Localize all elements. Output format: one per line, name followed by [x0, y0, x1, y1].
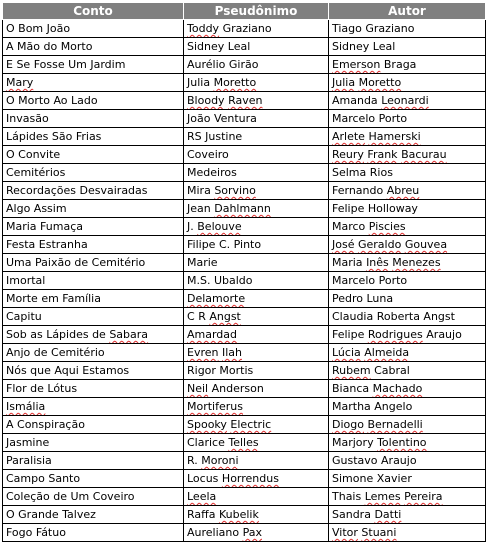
table-row — [3, 254, 486, 272]
header-cell-pseudonimo[interactable]: Pseudônimo — [184, 3, 329, 20]
autor-cell[interactable] — [329, 74, 486, 92]
conto-cell[interactable]: Maria Fumaça — [3, 218, 184, 236]
spellcheck-word: Rodrigues — [367, 328, 423, 341]
spellcheck-word: Ismália — [6, 400, 46, 413]
conto-cell[interactable]: Festa Estranha — [3, 236, 184, 254]
pseudonimo-cell[interactable]: Jean Dahlmann — [184, 200, 329, 218]
conto-cell[interactable] — [3, 398, 184, 416]
autor-cell[interactable]: Bianca Machado — [329, 380, 486, 398]
conto-cell[interactable]: Anjo de Cemitério — [3, 344, 184, 362]
autor-cell[interactable]: Claudia Roberta Angst — [329, 308, 486, 326]
autor-cell[interactable]: Marco Piscies — [329, 218, 486, 236]
spellcheck-word: Lúcia — [332, 346, 361, 359]
conto-cell[interactable]: Recordações Desvairadas — [3, 182, 184, 200]
table-row — [3, 38, 486, 56]
table-row — [3, 200, 486, 218]
spellcheck-word: Pereira — [404, 490, 443, 503]
spellcheck-word: Piscies — [368, 220, 406, 233]
autor-cell[interactable]: Amanda Leonardi — [329, 92, 486, 110]
table-body — [3, 20, 486, 542]
pseudonimo-cell[interactable]: Toddy Graziano — [184, 20, 329, 38]
table-row — [3, 398, 486, 416]
spellcheck-word: Mary — [6, 76, 34, 89]
spellcheck-word: Evren — [187, 346, 219, 359]
autor-cell[interactable]: Pedro Luna — [329, 290, 486, 308]
autor-cell[interactable]: Simone Xavier — [329, 470, 486, 488]
table-row — [3, 110, 486, 128]
conto-cell[interactable]: Flor de Lótus — [3, 380, 184, 398]
spellcheck-word: Pax — [242, 526, 262, 539]
story-table — [2, 2, 486, 542]
pseudonimo-cell[interactable]: Marie — [184, 254, 329, 272]
pseudonimo-cell[interactable]: Clarice Telles — [184, 434, 329, 452]
conto-cell[interactable]: Invasão — [3, 110, 184, 128]
table-row — [3, 506, 486, 524]
conto-cell[interactable]: A Conspiração — [3, 416, 184, 434]
conto-cell[interactable]: O Morto Ao Lado — [3, 92, 184, 110]
spellcheck-word: Tolentino — [377, 436, 427, 449]
spellcheck-word: Julia — [332, 76, 356, 89]
pseudonimo-cell[interactable] — [184, 290, 329, 308]
spellcheck-word: Neil — [187, 382, 209, 395]
pseudonimo-cell[interactable] — [184, 398, 329, 416]
pseudonimo-cell[interactable] — [184, 92, 329, 110]
autor-cell[interactable]: Felipe Rodrigues Araujo — [329, 326, 486, 344]
table-row — [3, 434, 486, 452]
spellcheck-word: José — [332, 238, 355, 251]
autor-cell[interactable]: Gustavo Araujo — [329, 452, 486, 470]
autor-cell[interactable]: Sandra Datti — [329, 506, 486, 524]
autor-cell[interactable]: Rubem Cabral — [329, 362, 486, 380]
pseudonimo-cell[interactable]: Raffa Kubelik — [184, 506, 329, 524]
table-row — [3, 218, 486, 236]
table-row — [3, 488, 486, 506]
spellcheck-word: Abreu — [386, 184, 420, 197]
autor-cell[interactable]: Fernando Abreu — [329, 182, 486, 200]
spellcheck-word: Datti — [374, 508, 402, 521]
spellcheck-word: Stuani — [361, 526, 397, 539]
spellcheck-word: Mortiferus — [187, 400, 243, 413]
conto-cell[interactable]: O Bom João — [3, 20, 184, 38]
pseudonimo-cell[interactable]: Medeiros — [184, 164, 329, 182]
spellcheck-word: Electric — [230, 418, 272, 431]
spellcheck-word: Telles — [228, 436, 259, 449]
spellcheck-word: Rubem — [332, 364, 371, 377]
table-row — [3, 362, 486, 380]
spellcheck-word: Geraldo — [357, 238, 402, 251]
table-row — [3, 416, 486, 434]
table-row — [3, 74, 486, 92]
table-row — [3, 344, 486, 362]
autor-cell[interactable]: Marjory Tolentino — [329, 434, 486, 452]
spellcheck-word: Spooky — [187, 418, 227, 431]
spellcheck-word: Kubelik — [218, 508, 259, 521]
autor-cell[interactable]: Martha Angelo — [329, 398, 486, 416]
spellcheck-word: Amardad — [187, 328, 238, 341]
spellcheck-word: Gouvea — [404, 238, 448, 251]
spellcheck-word: Horrendus — [221, 472, 279, 485]
conto-cell[interactable]: Nós que Aqui Estamos — [3, 362, 184, 380]
conto-cell[interactable]: Cemitérios — [3, 164, 184, 182]
pseudonimo-cell[interactable]: Mira Sorvino — [184, 182, 329, 200]
spellcheck-word: Leonardi — [381, 94, 429, 107]
header-row — [3, 3, 486, 20]
table-row — [3, 326, 486, 344]
spellcheck-word: Raven — [228, 94, 263, 107]
spellcheck-word: Sorvino — [214, 184, 256, 197]
header-cell-autor[interactable]: Autor — [329, 3, 486, 20]
table-row — [3, 56, 486, 74]
conto-cell[interactable]: Algo Assim — [3, 200, 184, 218]
conto-cell[interactable]: Fogo Fátuo — [3, 524, 184, 542]
conto-cell[interactable]: A Mão do Morto — [3, 38, 184, 56]
spellcheck-word: Arlete — [332, 130, 365, 143]
autor-cell[interactable] — [329, 524, 486, 542]
spellcheck-word: Sabara — [109, 328, 149, 341]
pseudonimo-cell[interactable]: J. Belouve — [184, 218, 329, 236]
table-row — [3, 452, 486, 470]
spellcheck-word: Vitor — [332, 526, 358, 539]
pseudonimo-cell[interactable]: C R Angst — [184, 308, 329, 326]
pseudonimo-cell[interactable]: Locus Horrendus — [184, 470, 329, 488]
conto-cell[interactable]: Imortal — [3, 272, 184, 290]
spellcheck-word: Emerson — [332, 58, 381, 71]
conto-cell[interactable]: Morte em Família — [3, 290, 184, 308]
spellcheck-word: Leela — [187, 490, 217, 503]
spellcheck-word: Reury — [332, 148, 364, 161]
spellcheck-word: Ilah — [221, 346, 242, 359]
spellcheck-word: Dahlmann — [214, 202, 271, 215]
conto-cell[interactable]: O Convite — [3, 146, 184, 164]
spellcheck-word: Angst — [209, 310, 241, 323]
table-row — [3, 20, 486, 38]
conto-cell[interactable]: E Se Fosse Um Jardim — [3, 56, 184, 74]
table-row — [3, 308, 486, 326]
conto-cell[interactable]: Jasmine — [3, 434, 184, 452]
spellcheck-word: Hamerski — [368, 130, 421, 143]
autor-cell[interactable]: Tiago Graziano — [329, 20, 486, 38]
pseudonimo-cell[interactable]: Filipe C. Pinto — [184, 236, 329, 254]
spellcheck-word: Machado — [372, 382, 423, 395]
spellcheck-word: Frank — [367, 148, 398, 161]
pseudonimo-cell[interactable] — [184, 326, 329, 344]
autor-cell[interactable]: Maria Inês Menezes — [329, 254, 486, 272]
spellcheck-word: Diogo — [332, 418, 364, 431]
spellcheck-word: Moretto — [358, 76, 402, 89]
pseudonimo-cell[interactable]: Aureliano Pax — [184, 524, 329, 542]
conto-cell[interactable]: Coleção de Um Coveiro — [3, 488, 184, 506]
table-row — [3, 236, 486, 254]
table-row — [3, 92, 486, 110]
spellcheck-word: Lemes — [364, 490, 401, 503]
table-row — [3, 128, 486, 146]
pseudonimo-cell[interactable]: Coveiro — [184, 146, 329, 164]
autor-cell[interactable]: Sidney Leal — [329, 38, 486, 56]
pseudonimo-cell[interactable]: Julia Moretto — [184, 74, 329, 92]
conto-cell[interactable]: O Grande Talvez — [3, 506, 184, 524]
pseudonimo-cell[interactable]: RS Justine — [184, 128, 329, 146]
pseudonimo-cell[interactable]: Rigor Mortis — [184, 362, 329, 380]
conto-cell[interactable] — [3, 74, 184, 92]
table-row — [3, 380, 486, 398]
autor-cell[interactable] — [329, 236, 486, 254]
table-row — [3, 182, 486, 200]
conto-cell[interactable]: Sob as Lápides de Sabara — [3, 326, 184, 344]
spellcheck-word: Moretto — [213, 76, 257, 89]
spellcheck-word: Bloody — [187, 94, 225, 107]
table-row — [3, 146, 486, 164]
pseudonimo-cell[interactable]: Sidney Leal — [184, 38, 329, 56]
table-row — [3, 272, 486, 290]
pseudonimo-cell[interactable]: Neil Anderson — [184, 380, 329, 398]
pseudonimo-cell[interactable]: João Ventura — [184, 110, 329, 128]
pseudonimo-cell[interactable] — [184, 416, 329, 434]
spellcheck-word: Belouve — [197, 220, 242, 233]
pseudonimo-cell[interactable]: M.S. Ubaldo — [184, 272, 329, 290]
spellcheck-word: Almeida — [364, 346, 410, 359]
spellcheck-word: Inês — [366, 256, 389, 269]
autor-cell[interactable] — [329, 416, 486, 434]
spellcheck-word: Moroni — [201, 454, 239, 467]
autor-cell[interactable]: Marcelo Porto — [329, 110, 486, 128]
pseudonimo-cell[interactable]: Aurélio Girão — [184, 56, 329, 74]
autor-cell[interactable]: Emerson Braga — [329, 56, 486, 74]
conto-cell[interactable]: Capitu — [3, 308, 184, 326]
conto-cell[interactable]: Campo Santo — [3, 470, 184, 488]
spellcheck-word: Menezes — [392, 256, 441, 269]
table-row — [3, 290, 486, 308]
spellcheck-word: Bernadelli — [367, 418, 423, 431]
autor-cell[interactable] — [329, 146, 486, 164]
autor-cell[interactable] — [329, 344, 486, 362]
header-cell-conto[interactable]: Conto — [3, 3, 184, 20]
autor-cell[interactable]: Selma Rios — [329, 164, 486, 182]
table-row — [3, 470, 486, 488]
autor-cell[interactable]: Thais Lemes Pereira — [329, 488, 486, 506]
pseudonimo-cell[interactable] — [184, 488, 329, 506]
pseudonimo-cell[interactable]: R. Moroni — [184, 452, 329, 470]
conto-cell[interactable]: Uma Paixão de Cemitério — [3, 254, 184, 272]
autor-cell[interactable]: Felipe Holloway — [329, 200, 486, 218]
conto-cell[interactable]: Lápides São Frias — [3, 128, 184, 146]
pseudonimo-cell[interactable] — [184, 344, 329, 362]
conto-cell[interactable]: Paralisia — [3, 452, 184, 470]
table-row — [3, 164, 486, 182]
spellcheck-word: Bacurau — [401, 148, 447, 161]
autor-cell[interactable] — [329, 128, 486, 146]
table-row — [3, 524, 486, 542]
spellcheck-word: Delamorte — [187, 292, 246, 305]
autor-cell[interactable]: Marcelo Porto — [329, 272, 486, 290]
spellcheck-word: Toddy — [187, 22, 220, 35]
